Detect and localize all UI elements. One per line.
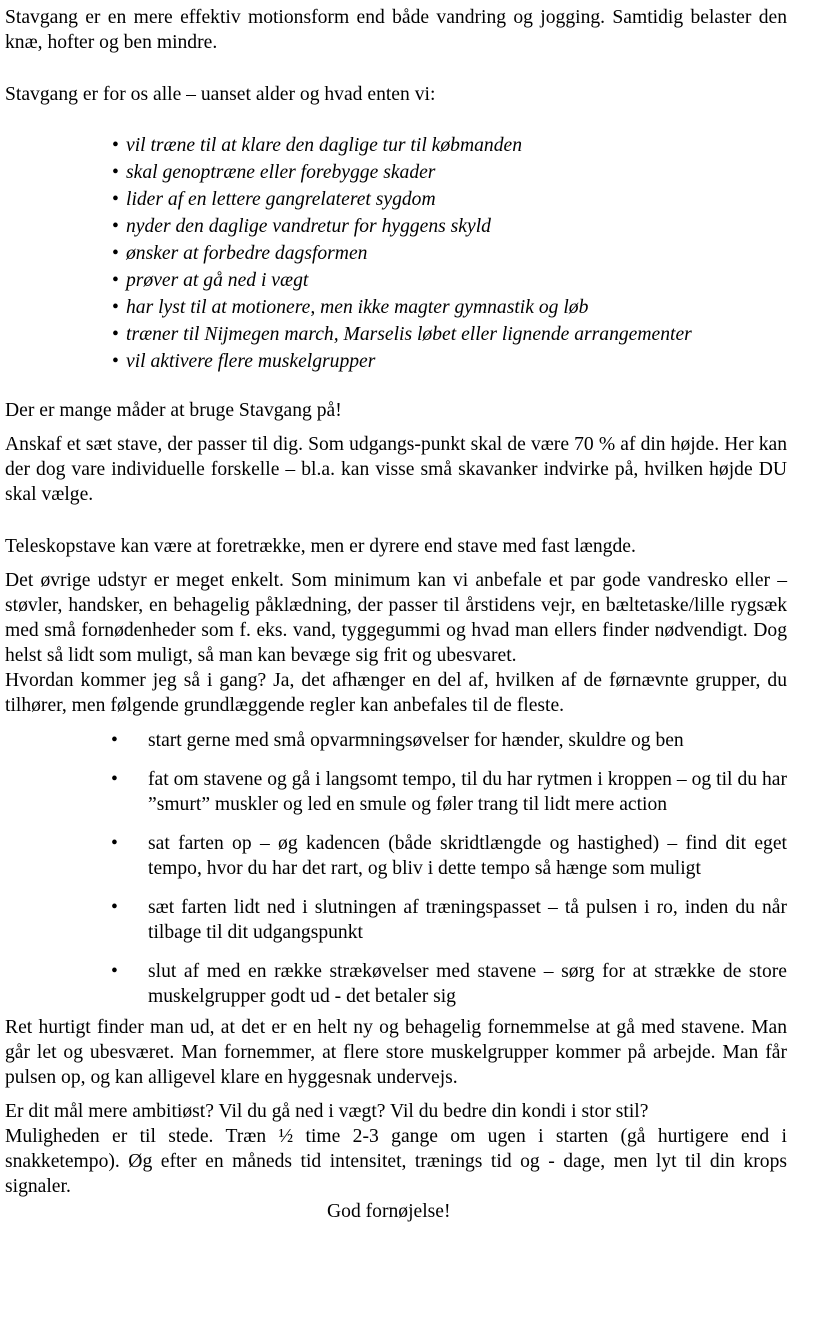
- list-item: • prøver at gå ned i vægt: [112, 267, 787, 294]
- bullet-icon: •: [111, 961, 118, 982]
- list-item: • vil træne til at klare den daglige tur til købmanden: [112, 132, 787, 159]
- list-item: • vil aktivere flere muskelgrupper: [112, 348, 787, 375]
- bullet-icon: •: [112, 324, 119, 345]
- list-item: • slut af med en række strækøvelser med stavene – sørg for at strække de store muskelgrupper godt ud - det betaler sig: [111, 961, 787, 1007]
- bullet-icon: •: [111, 730, 118, 751]
- experience-paragraph: Ret hurtigt finder man ud, at det er en helt ny og behagelig fornemmelse at gå med stavene. Man går let og ubesværet. Man fornemmer, at flere store muskelgrupper kommer på arbejde. Man får pulsen op, og kan alligevel klare en hyggesnak undervejs.: [5, 1017, 787, 1088]
- telescope-paragraph: Teleskopstave kan være at foretrække, men er dyrere end stave med fast længde.: [5, 536, 636, 557]
- ambition-question: Er dit mål mere ambitiøst? Vil du gå ned i vægt? Vil du bedre din kondi i stor stil?: [5, 1101, 649, 1122]
- list-item: • lider af en lettere gangrelateret sygdom: [112, 186, 787, 213]
- target-group-list: [5, 132, 787, 375]
- bullet-icon: •: [112, 162, 119, 183]
- bullet-icon: •: [112, 216, 119, 237]
- bullet-icon: •: [111, 833, 118, 854]
- list-item: • nyder den daglige vandretur for hyggens skyld: [112, 213, 787, 240]
- equipment-paragraph: Det øvrige udstyr er meget enkelt. Som minimum kan vi anbefale et par gode vandresko eller – støvler, handsker, en behagelig påklædning, der passer til årstidens vejr, en bæltetaske/lille rygsæk med små fornødenheder som f. eks. vand, tyggegummi og hvad man ellers finder nødvendigt. Dog helst så lidt som muligt, så man kan bevæge sig frit og ubesvaret.: [5, 570, 787, 666]
- signoff: God fornøjelse!: [327, 1201, 451, 1222]
- list-item: • sæt farten lidt ned i slutningen af træningspasset – tå pulsen i ro, inden du når tilbage til dit udgangspunkt: [111, 897, 787, 943]
- intro-lead-in: Stavgang er for os alle – uanset alder og hvad enten vi:: [5, 84, 436, 105]
- list-item: • træner til Nijmegen march, Marselis løbet eller lignende arrangementer: [112, 321, 787, 348]
- bullet-icon: •: [112, 297, 119, 318]
- bullet-icon: •: [111, 897, 118, 918]
- bullet-icon: •: [112, 270, 119, 291]
- intro-paragraph: Stavgang er en mere effektiv motionsform end både vandring og jogging. Samtidig belaster den knæ, hofter og ben mindre.: [5, 7, 787, 53]
- document-page: [5, 5, 787, 1224]
- bullet-icon: •: [112, 243, 119, 264]
- list-item: • fat om stavene og gå i langsomt tempo, til du har rytmen i kroppen – og til du har ”smurt” muskler og led en smule og føler trang til lidt mere action: [111, 769, 787, 815]
- bullet-icon: •: [112, 189, 119, 210]
- poles-paragraph: Anskaf et sæt stave, der passer til dig. Som udgangs-punkt skal de være 70 % af din højde. Her kan der dog vare individuelle forskelle – bl.a. kan visse små skavanker indvirke på, hvilken højde DU skal vælge.: [5, 434, 787, 505]
- list-item: • sat farten op – øg kadencen (både skridtlængde og hastighed) – find dit eget tempo, hvor du har det rart, og bliv i dette tempo så hænge som muligt: [111, 833, 787, 879]
- bullet-icon: •: [111, 769, 118, 790]
- getting-started-paragraph: Hvordan kommer jeg så i gang? Ja, det afhænger en del af, hvilken af de førnævnte grupper, du tilhører, men følgende grundlæggende regler kan anbefales til de fleste.: [5, 670, 787, 716]
- rules-list: [5, 728, 787, 1009]
- list-item: • ønsker at forbedre dagsformen: [112, 240, 787, 267]
- list-item: • har lyst til at motionere, men ikke magter gymnastik og løb: [112, 294, 787, 321]
- list-item: • start gerne med små opvarmningsøvelser for hænder, skuldre og ben: [111, 730, 684, 751]
- bullet-icon: •: [112, 351, 119, 372]
- list-item: • skal genoptræne eller forebygge skader: [112, 159, 787, 186]
- training-advice-paragraph: Muligheden er til stede. Træn ½ time 2-3 gange om ugen i starten (gå hurtigere end i snakketempo). Øg efter en måneds tid intensitet, trænings tid og - dage, men lyt til din krops signaler.: [5, 1126, 787, 1197]
- ways-heading: Der er mange måder at bruge Stavgang på!: [5, 400, 342, 421]
- bullet-icon: •: [112, 135, 119, 156]
